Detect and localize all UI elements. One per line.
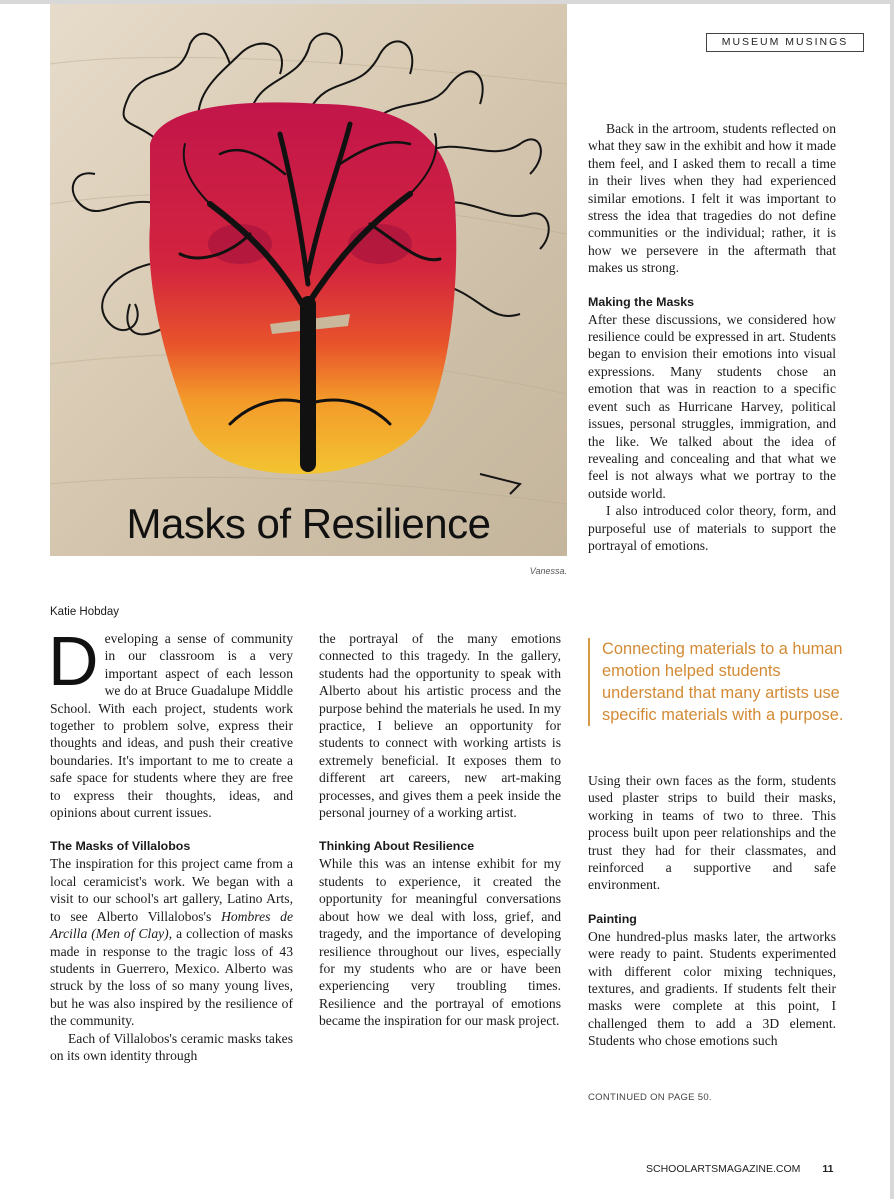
paragraph: I also introduced color theory, form, and purposeful use of materials to support the portrayal of emotions. [588, 503, 836, 553]
paragraph: The inspiration for this project came from a local ceramicist's work. We began with a visit to our school's art gallery, Latino Arts, to see Alberto Villalobos's Hombres de Arcilla (Men of Clay), a collection of masks made in response to the tragic loss of 43 students in Guerrero, Mexico. Alberto was struck by the loss of so many young lives, but he was also inspired by the resilience of the community. [50, 856, 293, 1029]
paragraph: While this was an intense exhibit for my students to experience, it created the opportunity for meaningful conversations about how we deal with loss, grief, and tragedy, and the importance of developing resilience throughout our lives, especially for my students who are or have been experiencing very troubling times. Resilience and the portrayal of emotions became the inspiration for our mask project. [319, 856, 561, 1029]
heading-masks-of-villalobos: The Masks of Villalobos [50, 839, 191, 854]
heading-painting: Painting [588, 911, 637, 926]
continued-note: CONTINUED ON PAGE 50. [588, 1092, 712, 1103]
paragraph: One hundred-plus masks later, the artworks were ready to paint. Students experimented with different color mixing techniques, textures, and gradients. If students felt their masks were complete at this point, I challenged them to add a 3D element. Students who chose emotions such [588, 928, 836, 1049]
intro-paragraph: Developing a sense of community in our classroom is a very important aspect of each lesson we do at Bruce Guadalupe Middle School. With each project, students work together to problem solve, express their thoughts and ideas, and push their creative boundaries. It's important to me to create a safe space for students where they are free to express their thoughts, ideas, and opinions about current issues. [48, 622, 293, 821]
paragraph: the portrayal of the many emotions connected to this tragedy. In the gallery, students had the opportunity to speak with Alberto about his artistic process and the purpose behind the materials he used. In my practice, I believe an opportunity for students to connect with working artists is extremely beneficial. It exposes them to different art careers, new art-making processes, and gives them a peek inside the personal journey of a working artist. [319, 631, 561, 821]
photo-caption: Vanessa. [529, 566, 567, 576]
footer-site: SCHOOLARTSMAGAZINE.COM [646, 1163, 801, 1175]
paragraph: Using their own faces as the form, students used plaster strips to build their masks, working in teams of two to three. This process built upon peer relationships and the trust they had for their classmates, and reinforced a supportive and safe environment. [588, 773, 836, 893]
column-3-top [588, 120, 836, 554]
pull-quote: Connecting materials to a human emotion helped students understand that many artists use specific materials with a purpose. [588, 638, 847, 726]
column-1 [48, 622, 293, 1064]
section-tag: MUSEUM MUSINGS [706, 33, 864, 52]
mask-illustration [50, 4, 567, 556]
page-footer [646, 1163, 834, 1175]
right-frame-border [890, 0, 894, 1199]
page-number: 11 [822, 1163, 834, 1175]
column-3-bottom [588, 772, 836, 1050]
paragraph: After these discussions, we considered how resilience could be expressed in art. Students began to envision their emotions into visual expressions. Many students chose an emotion that was in reaction to a specific event such as Hurricane Harvey, political issues, personal struggles, immigration, and the like. We talked about the idea of revealing and concealing and that what we feel is not always what we portray to the outside world. [588, 311, 836, 501]
author-byline: Katie Hobday [50, 606, 120, 618]
drop-cap: D [48, 622, 99, 700]
paragraph: Back in the artroom, students reflected on what they saw in the exhibit and how it made them feel, and I asked them to recall a time in their lives when they had experienced similar emotions. I felt it was important to stress the idea that tragedies do not define communities or the individual; rather, it is how we persevere in the aftermath that makes us strong. [588, 121, 836, 276]
article-title: Masks of Resilience [126, 500, 491, 547]
column-2 [319, 630, 561, 1030]
heading-thinking-about-resilience: Thinking About Resilience [319, 839, 475, 854]
mask-photo [50, 4, 567, 556]
paragraph: Each of Villalobos's ceramic masks takes on its own identity through [50, 1030, 293, 1063]
heading-making-the-masks: Making the Masks [588, 294, 695, 309]
